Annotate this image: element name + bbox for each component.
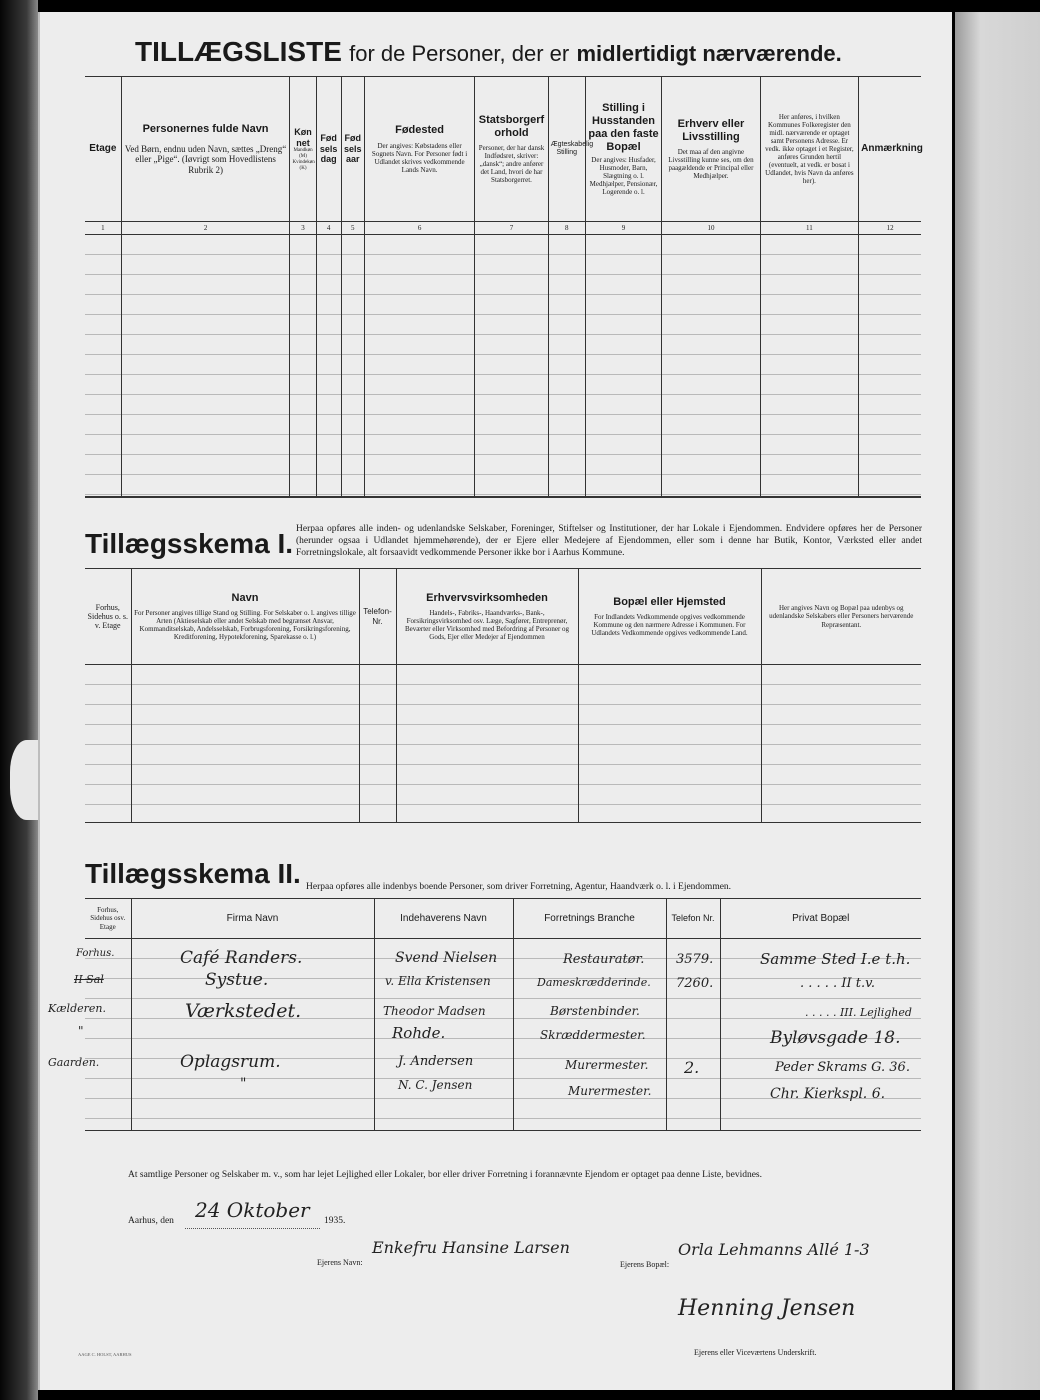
s1-head-etage: Forhus, Sidehus o. s. v. Etage	[85, 569, 131, 665]
s2-row-telefon: 7260.	[676, 976, 714, 991]
t1-bottom-rule	[85, 496, 921, 497]
s2-row-indehaver: Svend Nielsen	[395, 950, 498, 966]
s2-row-bopael: Byløvsgade 18.	[770, 1028, 901, 1048]
signature-label: Ejerens eller Viceværtens Underskrift.	[694, 1348, 817, 1357]
s1-head-repraesentant: Her angives Navn og Bopæl paa udenbys og udenlandske Selskabers eller Personers herværende Repræsentant.	[761, 569, 921, 665]
t1-head-adresse: Her anføres, i hvilken Kommunes Folkeregister den midl. nærværende er optaget samt Personens Adresse. Er vedk. ikke optaget i et Register, anføres Grunden hertil (eventuelt, at vedk. er bosat i Udlandet, hvis Navn da anføres her).	[760, 77, 858, 222]
printer-imprint: AAGE C. HOLST, AARHUS	[78, 1352, 132, 1357]
s2-head-telefon: Telefon Nr.	[666, 899, 720, 939]
date-place-label: Aarhus, den	[128, 1216, 174, 1226]
t1-head-aegteskab: Ægteskabelig Stilling	[548, 77, 585, 222]
s2-row-branche: Dameskrædderinde.	[537, 976, 651, 989]
s2-head-etage: Forhus, Sidehus osv. Etage	[85, 899, 131, 939]
t1-colnum: 1	[85, 222, 121, 235]
s1-head-telefon: Telefon-Nr.	[359, 569, 396, 665]
s2-row-etage: II Sal	[74, 973, 104, 986]
t1-head-foedested: Fødested Der angives: Købstadens eller Sognets Navn. For Personer født i Udlandet skrives vedkommende Lands Navn.	[364, 77, 475, 222]
t1-head-navn: Personernes fulde Navn Ved Børn, endnu uden Navn, sættes „Dreng“ eller „Pige“. (Iøvrigt som Hovedlistens Rubrik 2)	[121, 77, 290, 222]
skema1-table	[85, 568, 921, 823]
s2-head-firma: Firma Navn	[131, 899, 374, 939]
s2-row-branche: Murermester.	[568, 1084, 652, 1098]
s2-row-firma: Værkstedet.	[185, 1000, 302, 1022]
s2-row-telefon: 2.	[684, 1058, 700, 1077]
s2-row-bopael: Chr. Kierkspl. 6.	[770, 1086, 886, 1102]
skema2-title: Tillægsskema II.	[85, 858, 301, 889]
form-title-middle: for de Personer, der er	[349, 41, 570, 66]
s2-row-bopael: . . . . . II t.v.	[800, 976, 876, 991]
t1-colnum: 4	[316, 222, 341, 235]
t1-colnum: 5	[341, 222, 364, 235]
s2-row-firma: Oplagsrum.	[180, 1052, 281, 1072]
s2-row-indehaver: v. Ella Kristensen	[385, 974, 491, 988]
s2-row-indehaver: J. Andersen	[398, 1054, 474, 1069]
owner-name-label: Ejerens Navn:	[317, 1258, 363, 1267]
attestation-statement: At samtlige Personer og Selskaber m. v., som har lejet Lejlighed eller Lokaler, bor eller driver Forretning i forannævnte Ejendom er optaget paa denne Liste, bevidnes.	[128, 1170, 762, 1180]
s1-head-navn: Navn For Personer angives tillige Stand og Stilling. For Selskaber o. l. angives tillige Arten (Aktieselskab eller andet Selskab med begrænset Ansvar, Kommanditselskab, Andelsselskab, Forbrugsforening, Forsikringsforening, Kreditforening, Hypotekforening, Sparekasse o. l.)	[131, 569, 359, 665]
s2-row-telefon: 3579.	[676, 952, 714, 967]
t1-colnum: 7	[475, 222, 548, 235]
s1-head-erhverv: Erhvervsvirksomheden Handels-, Fabriks-, Haandværks-, Bank-, Forsikringsvirksomhed osv. Læge, Sagfører, Entreprenør, Beværter eller Virksomhed med Befordring af Personer og Gods, Ejer eller Medejer af Ejendommen	[396, 569, 578, 665]
t1-colnum: 8	[548, 222, 585, 235]
owner-address-label: Ejerens Bopæl:	[620, 1260, 670, 1269]
signature-handwritten: Henning Jensen	[678, 1296, 856, 1321]
t1-head-etage: Etage	[85, 77, 121, 222]
page-binding-edge	[0, 0, 38, 1400]
date-line	[185, 1228, 320, 1229]
s2-row-bopael: . . . . . III. Lejlighed	[805, 1006, 912, 1019]
s2-row-etage: "	[78, 1024, 84, 1038]
tillaegsliste-table	[85, 76, 921, 498]
t1-head-anmaerkning: Anmærkning	[859, 77, 921, 222]
s2-row-firma: Café Randers.	[180, 948, 303, 968]
s2-row-indehaver: Rohde.	[392, 1024, 446, 1042]
s2-row-etage: Forhus.	[76, 948, 115, 959]
date-year: 1935.	[324, 1216, 346, 1226]
t1-head-foedselsaar: Fødselsaar	[341, 77, 364, 222]
s2-head-bopael: Privat Bopæl	[720, 899, 921, 939]
s2-row-indehaver: Theodor Madsen	[383, 1004, 486, 1018]
t1-head-erhverv: Erhverv eller Livsstilling Det maa af den angivne Livsstilling kunne ses, om den paagældende er Principal eller Medhjælper.	[662, 77, 760, 222]
s2-head-indehaver: Indehaverens Navn	[374, 899, 513, 939]
s2-head-branche: Forretnings Branche	[513, 899, 666, 939]
s2-row-firma: "	[240, 1076, 247, 1092]
t1-body	[85, 235, 921, 498]
owner-address-handwritten: Orla Lehmanns Allé 1-3	[678, 1240, 870, 1259]
s2-row-branche: Murermester.	[565, 1058, 649, 1072]
s1-head-bopael: Bopæl eller Hjemsted For Indlandets Vedkommende opgives vedkommende Kommune og den nærmere Adresse i Kommunen. For Udlandets Vedkommende opgives vedkommende Land.	[578, 569, 761, 665]
s2-row-indehaver: N. C. Jensen	[398, 1078, 473, 1092]
t1-colnum: 2	[121, 222, 290, 235]
t1-colnum: 6	[364, 222, 475, 235]
form-title-bold: midlertidigt nærværende.	[576, 41, 842, 66]
t1-head-koennet: Kønnet Mandkøn (M) Kvindekøn (K)	[290, 77, 316, 222]
t1-colnum: 9	[585, 222, 661, 235]
s2-row-branche: Skræddermester.	[540, 1028, 646, 1042]
skema1-description: Herpaa opføres alle inden- og udenlandske Selskaber, Foreninger, Stiftelser og Institutioner, der har Lokale i Ejendommen. Endvidere opføres her de Personer (herunder ogsaa i Udlandet hjemmehørende), der er Ejere eller Medejere af Ejendommen, eller som i denne har Butik, Kontor, Værksted eller andet Forretningslokale, alt forsaavidt vedkommende Personer ikke bor i Aarhus Kommune.	[296, 524, 922, 558]
skema1-title: Tillægsskema I.	[85, 528, 294, 559]
s2-row-etage: Kælderen.	[48, 1002, 106, 1015]
t1-head-foedselsdag: Fødselsdag	[316, 77, 341, 222]
t1-head-husstand: Stilling i Husstanden paa den faste Bopæl Der angives: Husfader, Husmoder, Barn, Slægtning o. l. Medhjælper, Pensionær, Logerende o. l.	[585, 77, 661, 222]
s2-row-bopael: Peder Skrams G. 36.	[775, 1060, 910, 1075]
skema2-description: Herpaa opføres alle indenbys boende Personer, som driver Forretning, Agentur, Haandværk o. l. i Ejendommen.	[306, 882, 732, 892]
t1-colnum: 10	[662, 222, 760, 235]
s2-row-branche: Restauratør.	[563, 952, 645, 967]
s2-row-etage: Gaarden.	[48, 1056, 100, 1069]
form-title-main: TILLÆGSLISTE	[135, 36, 342, 67]
s2-row-bopael: Samme Sted I.e t.h.	[760, 950, 911, 968]
s2-row-firma: Systue.	[205, 970, 269, 990]
s2-row-branche: Børstenbinder.	[550, 1004, 640, 1018]
t1-colnum: 3	[290, 222, 316, 235]
date-handwritten: 24 Oktober	[195, 1198, 310, 1222]
form-title	[135, 36, 935, 68]
t1-colnum: 12	[859, 222, 921, 235]
t1-head-statsborger: Statsborgerforhold Personer, der har dansk Indfødsret, skriver: „dansk“; andre anfører det Land, hvori de har Statsborgerret.	[475, 77, 548, 222]
t1-colnum: 11	[760, 222, 858, 235]
owner-name-handwritten: Enkefru Hansine Larsen	[372, 1238, 570, 1257]
s1-body	[85, 665, 921, 823]
next-page-strip	[955, 12, 1040, 1390]
